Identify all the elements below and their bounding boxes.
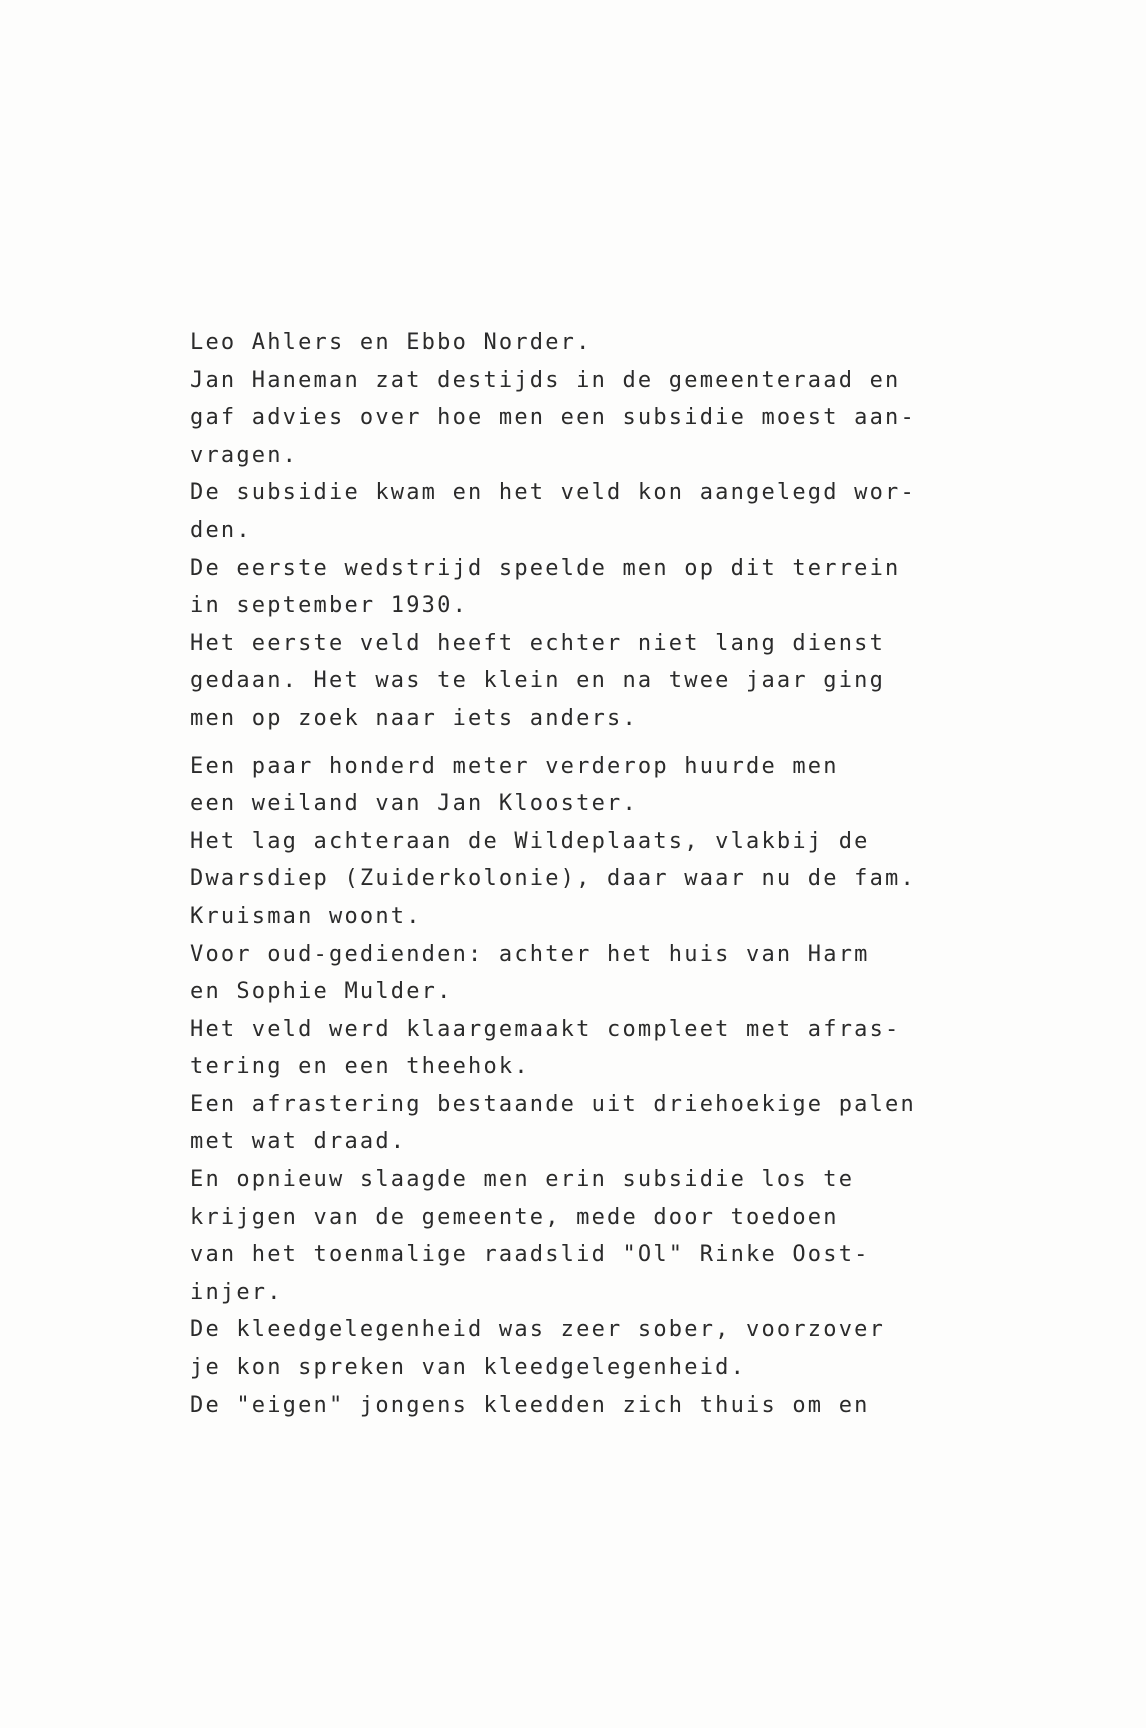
- text-line: Jan Haneman zat destijds in de gemeenteraad en: [190, 367, 901, 393]
- text-line: met wat draad.: [190, 1129, 407, 1155]
- text-line: Kruisman woont.: [190, 903, 422, 929]
- text-line: Een paar honderd meter verderop huurde men: [190, 753, 839, 779]
- text-line: vragen.: [190, 442, 299, 468]
- text-line: in september 1930.: [190, 593, 469, 619]
- text-line: Het lag achteraan de Wildeplaats, vlakbij de: [190, 828, 870, 854]
- text-line: injer.: [190, 1279, 283, 1305]
- typewritten-text: [190, 324, 930, 1424]
- text-line: De "eigen" jongens kleedden zich thuis om en: [190, 1392, 870, 1418]
- text-line: Dwarsdiep (Zuiderkolonie), daar waar nu de fam.: [190, 866, 916, 892]
- text-line: den.: [190, 517, 252, 543]
- text-line: Voor oud-gedienden: achter het huis van Harm: [190, 941, 870, 967]
- text-line: je kon spreken van kleedgelegenheid.: [190, 1355, 747, 1381]
- text-line: De subsidie kwam en het veld kon aangelegd wor-: [190, 480, 916, 506]
- text-line: Een afrastering bestaande uit driehoekige palen: [190, 1091, 916, 1117]
- text-line: Leo Ahlers en Ebbo Norder.: [190, 330, 592, 355]
- text-line: tering en een theehok.: [190, 1054, 530, 1080]
- text-line: Het veld werd klaargemaakt compleet met afras-: [190, 1016, 901, 1042]
- text-line: krijgen van de gemeente, mede door toedoen: [190, 1204, 839, 1230]
- text-line: De kleedgelegenheid was zeer sober, voorzover: [190, 1317, 886, 1343]
- text-line: gaf advies over hoe men een subsidie moest aan-: [190, 405, 916, 431]
- text-line: een weiland van Jan Klooster.: [190, 791, 638, 817]
- text-line: Het eerste veld heeft echter niet lang dienst: [190, 630, 886, 656]
- text-line: men op zoek naar iets anders.: [190, 705, 638, 731]
- text-line: van het toenmalige raadslid "Ol" Rinke Oost-: [190, 1242, 870, 1268]
- text-line: en Sophie Mulder.: [190, 979, 453, 1005]
- text-line: gedaan. Het was te klein en na twee jaar ging: [190, 668, 886, 694]
- text-line: En opnieuw slaagde men erin subsidie los te: [190, 1167, 855, 1193]
- text-line: De eerste wedstrijd speelde men op dit terrein: [190, 555, 901, 581]
